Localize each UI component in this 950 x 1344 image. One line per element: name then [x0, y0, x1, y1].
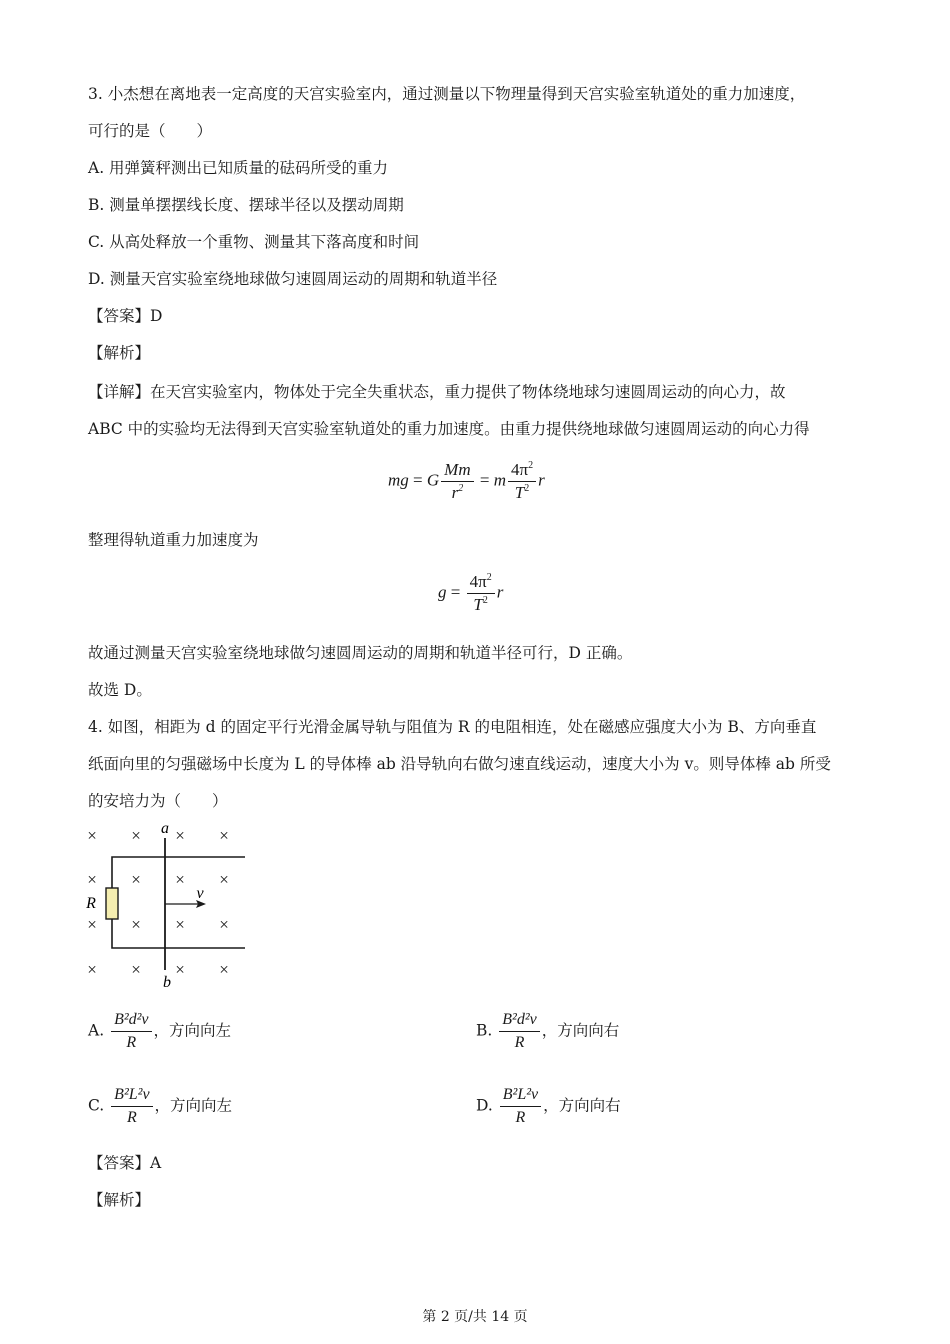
option-fraction — [500, 1085, 541, 1128]
option-letter: B. — [476, 1021, 493, 1040]
option-den: R — [126, 1109, 137, 1126]
eq1-frac1-num: Mm — [441, 460, 473, 482]
q3-option-d: D. 测量天宫实验室绕地球做匀速圆周运动的周期和轨道半径 — [88, 270, 498, 288]
eq1-frac2-den-exp: 2 — [524, 483, 530, 494]
eq1-frac2-den: T — [514, 483, 525, 502]
option-letter: A. — [88, 1021, 105, 1040]
field-mark: × — [131, 826, 141, 845]
eq2-den: T — [473, 595, 483, 614]
option-fraction — [499, 1010, 539, 1053]
eq1-lhs: mg — [388, 470, 409, 490]
option-num: B²L²v — [500, 1085, 541, 1107]
eq2-num-exp: 2 — [486, 572, 492, 583]
field-mark: × — [219, 870, 229, 889]
q4-answer — [88, 1153, 161, 1173]
option-letter: D. — [476, 1096, 493, 1115]
option-den: R — [126, 1034, 137, 1051]
option-den: R — [514, 1034, 525, 1051]
page-footer: 第 2 页/共 14 页 — [422, 1309, 528, 1325]
label-b: b — [163, 974, 171, 991]
q3-detail-line1 — [88, 382, 786, 402]
equation-2: g = $\frac{4\pi^2}{T^2}$ r — [438, 572, 504, 614]
option-num: B²d²v — [499, 1010, 539, 1032]
answer-tag: 【答案】 — [88, 307, 151, 325]
q4-option-d — [476, 1085, 621, 1128]
option-fraction — [111, 1085, 152, 1128]
q3-stem-line2: 可行的是（ ） — [88, 122, 213, 140]
detail-text: 在天宫实验室内，物体处于完全失重状态，重力提供了物体绕地球匀速圆周运动的向心力，故 — [150, 383, 786, 401]
option-direction: ，方向向右 — [543, 1096, 621, 1115]
field-mark: × — [87, 960, 97, 979]
q3-simplify-text: 整理得轨道重力加速度为 — [88, 531, 259, 549]
eq1-frac2-num: 4π — [510, 460, 529, 479]
q3-stem-line1: 3. 小杰想在离地表一定高度的天宫实验室内，通过测量以下物理量得到天宫实验室轨道处的重力加速度， — [88, 85, 806, 103]
option-letter: C. — [88, 1096, 105, 1115]
field-mark: × — [175, 960, 185, 979]
field-mark: × — [175, 915, 185, 934]
q3-detail-line2: ABC 中的实验均无法得到天宫实验室轨道处的重力加速度。由重力提供绕地球做匀速圆周运动的向心力得 — [88, 420, 810, 438]
field-mark: × — [175, 870, 185, 889]
eq1-frac1-den-exp: 2 — [458, 483, 464, 494]
eq1-tail: r — [538, 470, 545, 490]
field-mark: × — [87, 870, 97, 889]
q3-option-a: A. 用弹簧秤测出已知质量的砝码所受的重力 — [88, 159, 389, 177]
field-mark: × — [219, 826, 229, 845]
eq2-tail: r — [496, 582, 504, 602]
eq2-frac — [467, 572, 495, 615]
q4-stem-line3: 的安培力为（ ） — [88, 792, 228, 810]
field-mark: × — [131, 960, 141, 979]
eq2-num: 4π — [469, 572, 487, 591]
field-mark: × — [87, 915, 97, 934]
eq1-frac2 — [508, 460, 536, 503]
detail-tag: 【详解】 — [88, 383, 151, 401]
label-v: v — [196, 885, 204, 902]
q4-option-c — [88, 1085, 232, 1128]
label-a: a — [161, 820, 169, 837]
q3-conclusion: 故通过测量天宫实验室绕地球做匀速圆周运动的周期和轨道半径可行，D 正确。 — [88, 644, 633, 662]
option-den: R — [515, 1109, 526, 1126]
equation-1: mg = G $\frac{Mm}{r^2}$ = m $\frac{4\pi^2}{T^2}$ r — [388, 460, 545, 502]
circuit-figure — [80, 818, 260, 993]
option-direction: ，方向向右 — [541, 1021, 620, 1040]
eq1-frac1 — [441, 460, 473, 503]
eq1-frac1-den: r — [451, 483, 459, 502]
q3-analysis-tag: 【解析】 — [88, 344, 151, 362]
eq1-g: G — [426, 470, 440, 490]
q4-analysis-tag: 【解析】 — [88, 1191, 151, 1209]
eq2-den-exp: 2 — [482, 595, 488, 606]
field-mark: × — [219, 915, 229, 934]
q4-stem-line1: 4. 如图，相距为 d 的固定平行光滑金属导轨与阻值为 R 的电阻相连，处在磁感应强度大小为 B、方向垂直 — [88, 718, 817, 736]
option-direction: ，方向向左 — [153, 1021, 232, 1040]
label-R: R — [86, 895, 96, 912]
answer-tag: 【答案】 — [88, 1154, 151, 1172]
eq1-frac2-num-exp: 2 — [528, 460, 534, 471]
q3-option-c: C. 从高处释放一个重物、测量其下落高度和时间 — [88, 233, 420, 251]
q4-option-b — [476, 1010, 619, 1053]
q4-stem-line2: 纸面向里的匀强磁场中长度为 L 的导体棒 ab 沿导轨向右做匀速直线运动，速度大小为 v。则导体棒 ab 所受 — [88, 755, 831, 773]
field-mark: × — [131, 870, 141, 889]
field-mark: × — [131, 915, 141, 934]
q3-option-b: B. 测量单摆摆线长度、摆球半径以及摆动周期 — [88, 196, 404, 214]
field-mark: × — [219, 960, 229, 979]
option-direction: ，方向向左 — [154, 1096, 233, 1115]
q4-option-a — [88, 1010, 231, 1053]
eq1-m: m — [493, 470, 506, 490]
option-num: B²L²v — [111, 1085, 152, 1107]
eq2-lhs: g — [438, 582, 447, 602]
resistor — [106, 888, 118, 919]
option-num: B²d²v — [111, 1010, 151, 1032]
option-fraction — [111, 1010, 151, 1053]
field-mark: × — [87, 826, 97, 845]
q3-choose: 故选 D。 — [88, 681, 152, 699]
answer-value: D — [150, 307, 163, 325]
q3-answer — [88, 306, 162, 326]
field-mark: × — [175, 826, 185, 845]
answer-value: A — [150, 1154, 162, 1172]
